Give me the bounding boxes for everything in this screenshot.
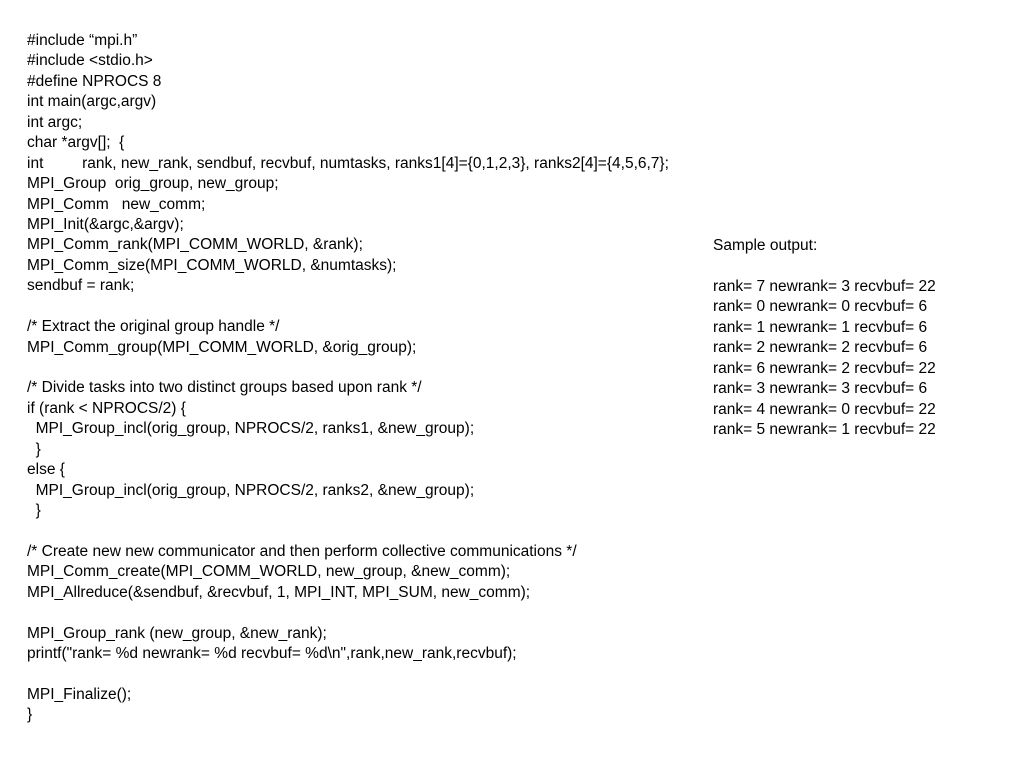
code-line: else {: [27, 461, 65, 479]
output-line: rank= 5 newrank= 1 recvbuf= 22: [713, 420, 936, 438]
code-line: #include <stdio.h>: [27, 52, 153, 70]
output-line: rank= 4 newrank= 0 recvbuf= 22: [713, 400, 936, 418]
code-blank-line: [27, 603, 669, 623]
code-line: int rank, new_rank, sendbuf, recvbuf, numtasks, ranks1[4]={0,1,2,3}, ranks2[4]={4,5,6,7};: [27, 154, 669, 172]
code-line: MPI_Comm_size(MPI_COMM_WORLD, &numtasks);: [27, 256, 397, 274]
code-line: }: [27, 502, 41, 520]
sample-output: [713, 236, 936, 440]
code-comment: /* Divide tasks into two distinct groups based upon rank */: [27, 379, 422, 397]
code-comment: /* Create new new communicator and then perform collective communications */: [27, 542, 577, 560]
code-line: MPI_Finalize();: [27, 686, 132, 703]
code-blank-line: [27, 665, 669, 685]
code-line: char *argv[]; {: [27, 134, 125, 152]
output-line: rank= 0 newrank= 0 recvbuf= 6: [713, 298, 928, 316]
code-line: MPI_Comm new_comm;: [27, 195, 206, 213]
code-line: MPI_Comm_create(MPI_COMM_WORLD, new_group, &new_comm);: [27, 563, 511, 581]
code-line: printf("rank= %d newrank= %d recvbuf= %d\n",rank,new_rank,recvbuf);: [27, 645, 517, 663]
output-line: rank= 6 newrank= 2 recvbuf= 22: [713, 359, 936, 377]
code-blank-line: [27, 297, 669, 317]
code-line: MPI_Group orig_group, new_group;: [27, 175, 279, 193]
code-line: int argc;: [27, 113, 83, 131]
code-line: MPI_Init(&argc,&argv);: [27, 215, 184, 233]
code-blank-line: [27, 522, 669, 542]
output-line: rank= 2 newrank= 2 recvbuf= 6: [713, 339, 928, 357]
code-line: MPI_Group_incl(orig_group, NPROCS/2, ranks1, &new_group);: [27, 420, 475, 438]
sample-output-heading: Sample output:: [713, 237, 818, 254]
output-line: rank= 3 newrank= 3 recvbuf= 6: [713, 380, 928, 398]
code-blank-line: [27, 358, 669, 378]
code-line: #define NPROCS 8: [27, 72, 162, 90]
code-line: MPI_Group_incl(orig_group, NPROCS/2, ranks2, &new_group);: [27, 481, 475, 499]
code-line: MPI_Allreduce(&sendbuf, &recvbuf, 1, MPI_INT, MPI_SUM, new_comm);: [27, 583, 531, 601]
code-line: if (rank < NPROCS/2) {: [27, 399, 186, 417]
code-line: MPI_Group_rank (new_group, &new_rank);: [27, 624, 327, 642]
code-line: sendbuf = rank;: [27, 277, 135, 295]
code-line: MPI_Comm_group(MPI_COMM_WORLD, &orig_group);: [27, 338, 417, 356]
output-line: rank= 7 newrank= 3 recvbuf= 22: [713, 277, 936, 295]
code-comment: /* Extract the original group handle */: [27, 318, 280, 336]
code-listing: [27, 31, 669, 726]
output-blank-line: [713, 256, 936, 276]
output-line: rank= 1 newrank= 1 recvbuf= 6: [713, 318, 928, 336]
code-line: MPI_Comm_rank(MPI_COMM_WORLD, &rank);: [27, 236, 363, 254]
code-line: int main(argc,argv): [27, 93, 157, 111]
code-line: #include “mpi.h”: [27, 32, 138, 49]
code-line: }: [27, 440, 41, 458]
code-line: }: [27, 706, 33, 724]
